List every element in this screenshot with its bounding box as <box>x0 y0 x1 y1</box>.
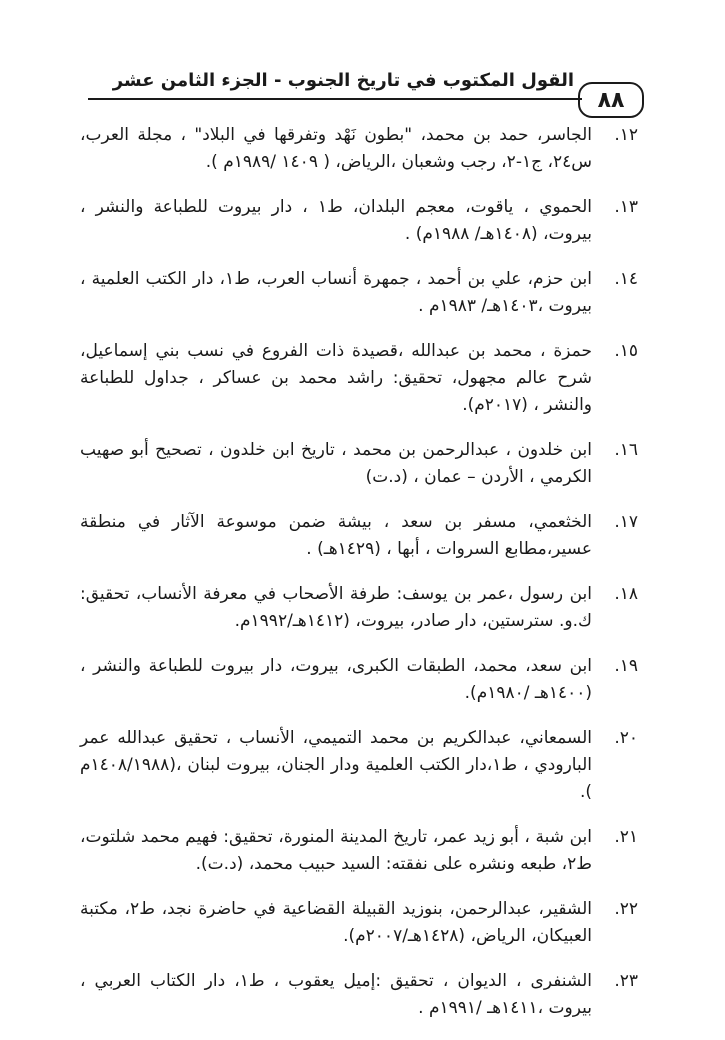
reference-number: ٢٠. <box>614 728 638 748</box>
reference-item <box>80 338 638 419</box>
reference-item <box>80 194 638 248</box>
page-header <box>88 70 644 120</box>
reference-text: ابن شبة ، أبو زيد عمر، تاريخ المدينة المنورة، تحقيق: فهيم محمد شلتوت، ط٢، طبعه ونشره على نفقته: السيد حبيب محمد، (د.ت). <box>80 827 592 874</box>
running-title: القول المكتوب في تاريخ الجنوب - الجزء الثامن عشر <box>112 70 574 91</box>
reference-text: الحموي ، ياقوت، معجم البلدان، ط١ ، دار بيروت للطباعة والنشر ، بيروت، (١٤٠٨هـ/ ١٩٨٨م) . <box>80 197 592 244</box>
reference-number: ١٨. <box>614 584 638 604</box>
reference-item <box>80 122 638 176</box>
reference-item <box>80 509 638 563</box>
reference-text: الشنفرى ، الديوان ، تحقيق :إميل يعقوب ، ط١، دار الكتاب العربي ، بيروت ،١٤١١هـ /١٩٩١م . <box>80 971 592 1018</box>
reference-item <box>80 725 638 806</box>
reference-text: حمزة ، محمد بن عبدالله ،قصيدة ذات الفروع في نسب بني إسماعيل، شرح عالم مجهول، تحقيق: راشد محمد بن عساكر ، جداول للطباعة والنشر ، (٢٠١٧م). <box>80 341 592 415</box>
reference-text: الجاسر، حمد بن محمد، "بطون نَهْد وتفرقها في البلاد" ، مجلة العرب، س٢٤، ج١-٢، رجب وشعبان ،الرياض، ( ١٤٠٩ /١٩٨٩م ). <box>80 125 592 172</box>
header-rule <box>88 98 582 100</box>
reference-number: ١٣. <box>614 197 638 217</box>
reference-number: ١٩. <box>614 656 638 676</box>
reference-number: ٢١. <box>614 827 638 847</box>
reference-number: ١٧. <box>614 512 638 532</box>
page-number: ٨٨ <box>578 82 644 118</box>
reference-item <box>80 581 638 635</box>
reference-item <box>80 653 638 707</box>
reference-text: الخثعمي، مسفر بن سعد ، بيشة ضمن موسوعة الآثار في منطقة عسير،مطابع السروات ، أبها ، (١٤٢٩هـ) . <box>80 512 592 559</box>
reference-item <box>80 437 638 491</box>
reference-number: ١٦. <box>614 440 638 460</box>
reference-list <box>80 122 638 1040</box>
reference-text: ابن حزم، علي بن أحمد ، جمهرة أنساب العرب، ط١، دار الكتب العلمية ، بيروت ،١٤٠٣هـ/ ١٩٨٣م . <box>80 269 592 316</box>
reference-text: ابن خلدون ، عبدالرحمن بن محمد ، تاريخ ابن خلدون ، تصحيح أبو صهيب الكرمي ، الأردن – عمان ، (د.ت) <box>80 440 592 487</box>
reference-text: ابن رسول ،عمر بن يوسف: طرفة الأصحاب في معرفة الأنساب، تحقيق: ك.و. سترستين، دار صادر، بيروت، (١٤١٢هـ/١٩٩٢م. <box>80 584 592 631</box>
reference-number: ٢٣. <box>614 971 638 991</box>
reference-number: ١٢. <box>614 125 638 145</box>
reference-text: السمعاني، عبدالكريم بن محمد التميمي، الأنساب ، تحقيق عبدالله عمر البارودي ، ط١،دار الكتب العلمية ودار الجنان، بيروت لبنان ،(١٤٠٨/١٩٨٨م ). <box>80 728 592 802</box>
reference-item <box>80 824 638 878</box>
reference-text: الشقير، عبدالرحمن، بنوزيد القبيلة القضاعية في حاضرة نجد، ط٢، مكتبة العبيكان، الرياض، (١٤٢٨هـ/٢٠٠٧م). <box>80 899 592 946</box>
reference-number: ١٥. <box>614 341 638 361</box>
reference-text: ابن سعد، محمد، الطبقات الكبرى، بيروت، دار بيروت للطباعة والنشر ، (١٤٠٠هـ /١٩٨٠م). <box>80 656 592 703</box>
reference-number: ٢٢. <box>614 899 638 919</box>
reference-item <box>80 968 638 1022</box>
reference-item <box>80 896 638 950</box>
reference-number: ١٤. <box>614 269 638 289</box>
reference-item <box>80 266 638 320</box>
